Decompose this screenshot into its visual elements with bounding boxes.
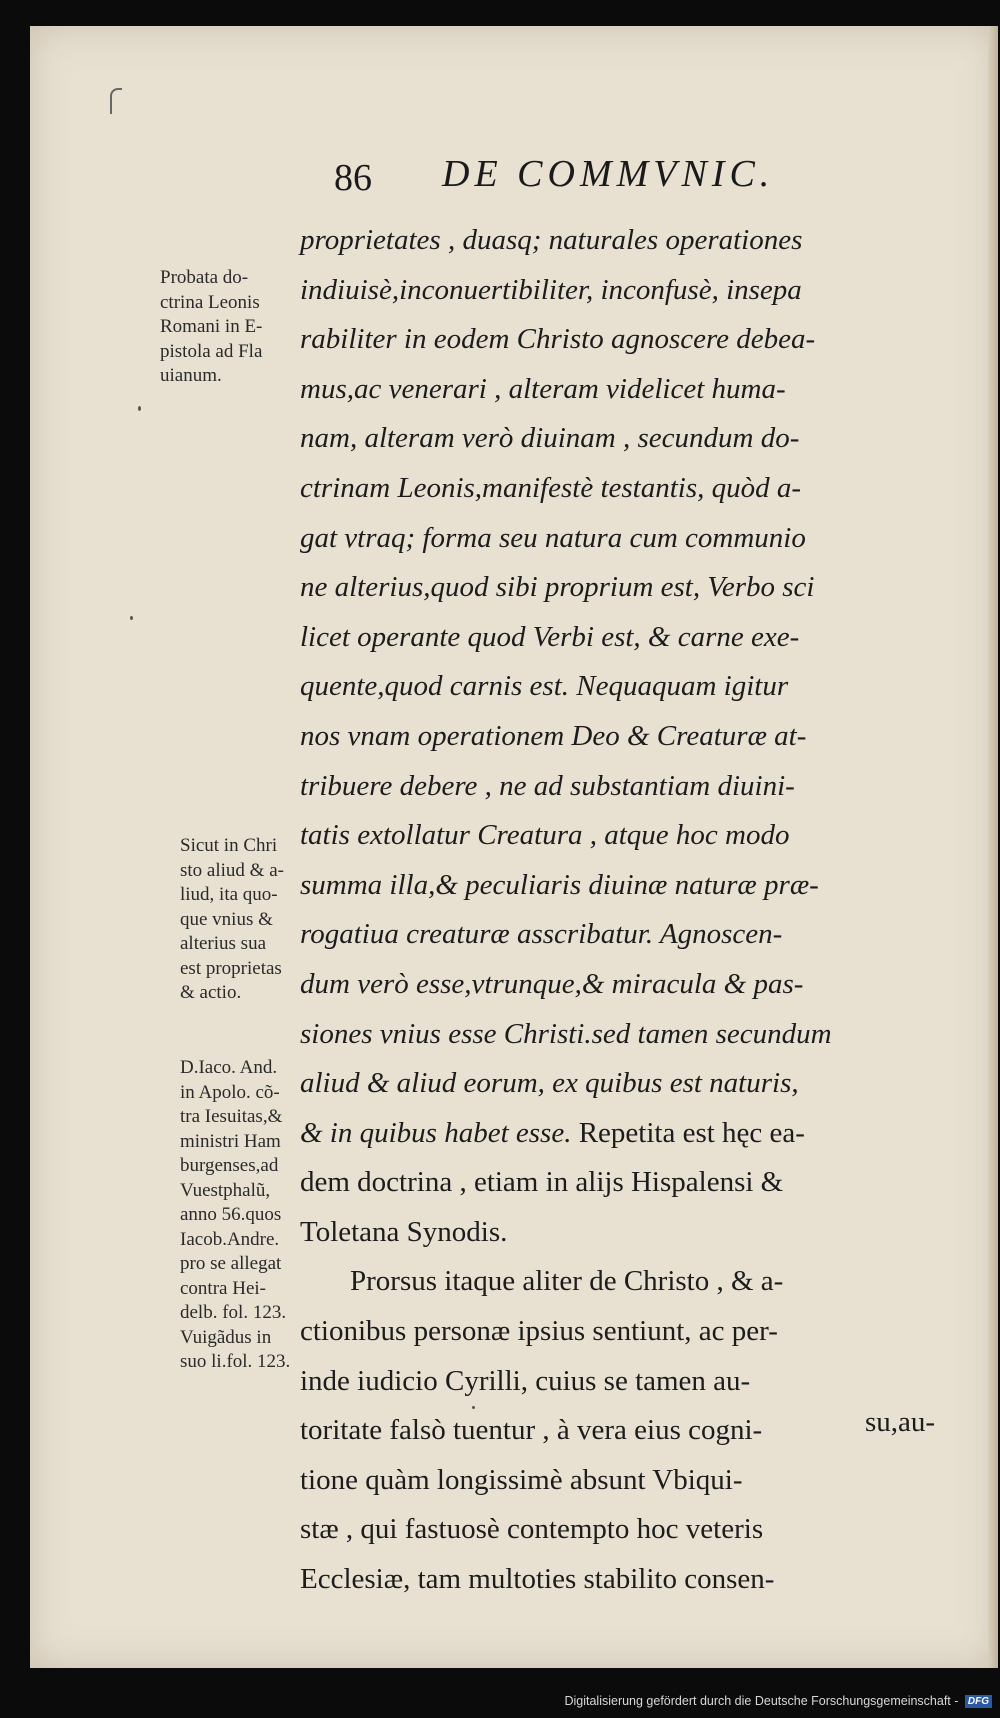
text-line bbox=[300, 1158, 935, 1208]
margin-note-line: delb. fol. 123. bbox=[180, 1302, 287, 1323]
text-line-content: toritate falsò tuentur , à vera eius cogni- bbox=[300, 1414, 763, 1447]
text-line bbox=[300, 1010, 935, 1060]
margin-note-line: in Apolo. cõ- bbox=[180, 1081, 280, 1103]
text-line bbox=[300, 1505, 935, 1555]
page-edge bbox=[988, 26, 998, 1668]
text-line-content: ctionibus personæ ipsius sentiunt, ac per- bbox=[300, 1315, 778, 1348]
page-header bbox=[300, 126, 900, 199]
text-line bbox=[300, 563, 935, 613]
text-line-content: quente,quod carnis est. Nequaquam igitur bbox=[300, 670, 789, 703]
text-line-content: siones vnius esse Christi.sed tamen secundum bbox=[300, 1017, 832, 1050]
main-text-body bbox=[300, 216, 935, 1605]
text-line bbox=[300, 662, 935, 712]
text-line bbox=[300, 712, 935, 762]
text-line-content: dum verò esse,vtrunque,& miracula & pas- bbox=[300, 967, 804, 1000]
text-line-content: Ecclesiæ, tam multoties stabilito consen- bbox=[300, 1563, 775, 1596]
margin-note-line: uianum. bbox=[160, 365, 222, 386]
text-line bbox=[300, 811, 935, 861]
text-line-content: tatis extollatur Creatura , atque hoc modo bbox=[300, 819, 790, 852]
margin-note-line: Iacob.Andre. bbox=[180, 1228, 280, 1250]
text-line-tail: Repetita est hęc ea- bbox=[571, 1116, 805, 1149]
text-line bbox=[300, 613, 935, 663]
catchword: su,au- bbox=[865, 1406, 936, 1438]
text-line bbox=[300, 1456, 935, 1506]
page-number: 86 bbox=[334, 157, 372, 199]
margin-note-iaco bbox=[180, 1056, 290, 1375]
text-line bbox=[300, 1059, 935, 1109]
margin-note-line: ctrina Leonis bbox=[160, 291, 260, 313]
dfg-logo: DFG bbox=[965, 1695, 992, 1708]
text-line-content: rogatiua creaturæ asscribatur. Agnoscen- bbox=[300, 918, 783, 951]
text-line-content: Prorsus itaque aliter de Christo , & a- bbox=[350, 1265, 784, 1298]
text-line bbox=[300, 910, 935, 960]
text-line bbox=[300, 1109, 935, 1159]
margin-note-line: ministri Ham bbox=[180, 1130, 281, 1152]
digitization-credit bbox=[0, 1694, 992, 1714]
text-line bbox=[300, 1357, 935, 1407]
margin-note-line: Probata do- bbox=[160, 267, 249, 288]
text-line bbox=[300, 861, 935, 911]
margin-note-line: alterius sua bbox=[180, 933, 267, 954]
text-line-content: licet operante quod Verbi est, & carne exe- bbox=[300, 620, 800, 653]
margin-note-line: anno 56.quos bbox=[180, 1204, 282, 1225]
text-line-content: stæ , qui fastuosè contempto hoc veteris bbox=[300, 1513, 764, 1546]
text-line bbox=[300, 464, 935, 514]
text-line-content: tione quàm longissimè absunt Vbiqui- bbox=[300, 1463, 743, 1496]
margin-note-line: sto aliud & a- bbox=[180, 859, 284, 881]
credit-text: Digitalisierung gefördert durch die Deutsche Forschungsgemeinschaft - bbox=[564, 1694, 959, 1708]
text-line-content: gat vtraq; forma seu natura cum communio bbox=[300, 521, 806, 554]
margin-note-line: tra Iesuitas,& bbox=[180, 1106, 283, 1127]
text-line-content: nos vnam operationem Deo & Creaturæ at- bbox=[300, 719, 807, 752]
text-line-content: inde iudicio Cyrilli, cuius se tamen au- bbox=[300, 1364, 751, 1397]
text-line bbox=[300, 1307, 935, 1357]
text-line bbox=[300, 1257, 935, 1307]
margin-note-line: liud, ita quo- bbox=[180, 884, 278, 905]
text-line-content: proprietates , duasq; naturales operationes bbox=[300, 224, 803, 256]
running-head: DE COMMVNIC. bbox=[442, 153, 775, 195]
margin-note-line: Romani in E- bbox=[160, 316, 263, 337]
margin-note-sicut bbox=[180, 834, 284, 1006]
text-line bbox=[300, 960, 935, 1010]
text-line-content: ctrinam Leonis,manifestè testantis, quòd a- bbox=[300, 471, 802, 504]
text-line-content: ne alterius,quod sibi proprium est, Verbo sci bbox=[300, 571, 815, 604]
text-line bbox=[300, 365, 935, 415]
text-line bbox=[300, 216, 935, 266]
margin-note-line: suo li.fol. 123. bbox=[180, 1351, 291, 1372]
text-line bbox=[300, 1555, 935, 1605]
margin-note-line: burgenses,ad bbox=[180, 1155, 279, 1176]
margin-note-line: est proprietas bbox=[180, 957, 282, 979]
margin-note-line: Vuigãdus in bbox=[180, 1326, 272, 1348]
text-line-content: rabiliter in eodem Christo agnoscere debea- bbox=[300, 323, 816, 356]
text-line-content: mus,ac venerari , alteram videlicet huma- bbox=[300, 372, 786, 405]
text-line-content: nam, alteram verò diuinam , secundum do- bbox=[300, 422, 800, 455]
text-line-content: tribuere debere , ne ad substantiam diuini- bbox=[300, 769, 795, 802]
margin-note-line: contra Hei- bbox=[180, 1277, 266, 1299]
margin-note-line: que vnius & bbox=[180, 908, 273, 930]
margin-note-line: & actio. bbox=[180, 982, 242, 1003]
text-line bbox=[300, 266, 935, 316]
book-page bbox=[30, 26, 998, 1668]
text-line-content: indiuisè,inconuertibiliter, inconfusè, insepa bbox=[300, 273, 802, 306]
text-line-content: & in quibus habet esse. bbox=[300, 1116, 572, 1149]
margin-note-line: pro se allegat bbox=[180, 1253, 282, 1274]
text-line bbox=[300, 1208, 935, 1258]
text-line bbox=[300, 1406, 935, 1456]
text-line bbox=[300, 414, 935, 464]
text-line-content: dem doctrina , etiam in alijs Hispalensi & bbox=[300, 1166, 784, 1199]
margin-note-line: pistola ad Fla bbox=[160, 340, 263, 362]
text-line-content: aliud & aliud eorum, ex quibus est naturis, bbox=[300, 1067, 799, 1100]
pencil-mark bbox=[110, 88, 122, 114]
margin-note-line: D.Iaco. And. bbox=[180, 1057, 278, 1078]
margin-note-leo bbox=[160, 266, 262, 389]
text-line bbox=[300, 762, 935, 812]
text-line-content: Toletana Synodis. bbox=[300, 1215, 508, 1248]
text-line bbox=[300, 514, 935, 564]
text-line bbox=[300, 315, 935, 365]
margin-note-line: Vuestphalũ, bbox=[180, 1179, 271, 1201]
text-line-content: summa illa,& peculiaris diuinæ naturæ præ- bbox=[300, 868, 819, 901]
margin-note-line: Sicut in Chri bbox=[180, 835, 278, 856]
